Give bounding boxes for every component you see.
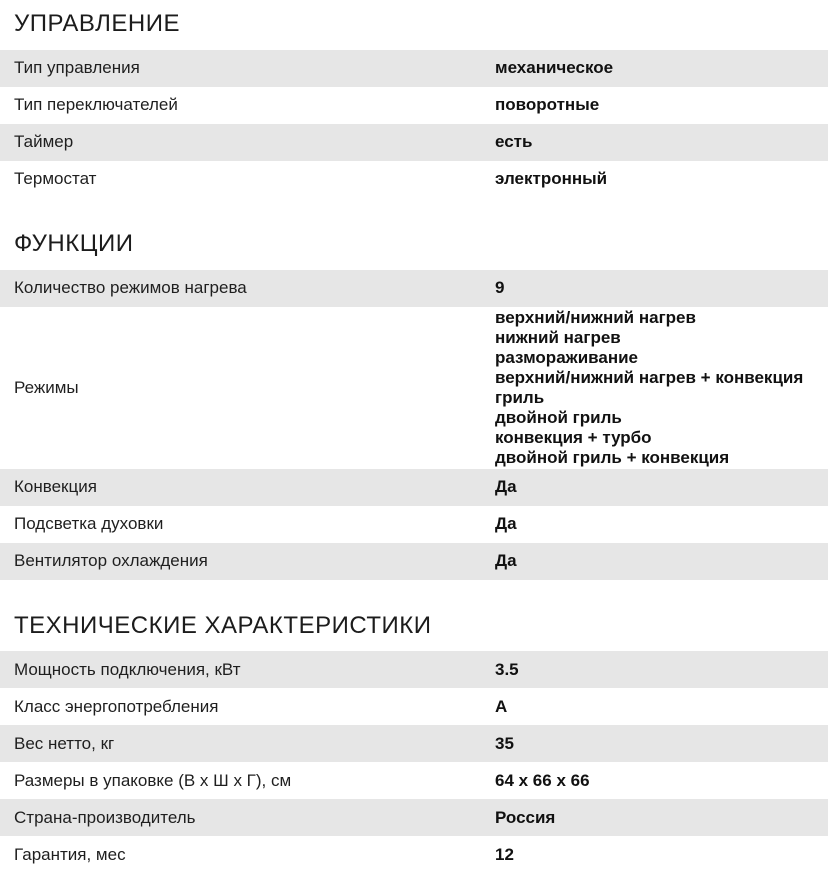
- section-title: ТЕХНИЧЕСКИЕ ХАРАКТЕРИСТИКИ: [14, 611, 432, 639]
- spec-label: Режимы: [14, 377, 79, 397]
- spec-value: есть: [495, 132, 533, 152]
- spec-row: [0, 469, 828, 506]
- spec-value-line: верхний/нижний нагрев + конвекция: [495, 367, 804, 387]
- spec-label: Страна-производитель: [14, 807, 196, 827]
- section-rows: [0, 270, 828, 580]
- spec-value-line: размораживание: [495, 347, 639, 367]
- spec-value: [495, 308, 828, 468]
- spec-section: [0, 10, 828, 198]
- section-title: УПРАВЛЕНИЕ: [14, 10, 180, 37]
- spec-row: [0, 307, 828, 469]
- spec-row: [0, 50, 828, 87]
- spec-value: 35: [495, 733, 514, 753]
- spec-value: Да: [495, 477, 517, 497]
- spec-value: А: [495, 696, 508, 716]
- spec-value-line: гриль: [495, 387, 545, 407]
- spec-label: Вес нетто, кг: [14, 733, 115, 753]
- spec-value-line: двойной гриль + конвекция: [495, 447, 730, 467]
- spec-value: 12: [495, 844, 514, 864]
- spec-row: [0, 506, 828, 543]
- spec-label: Таймер: [14, 132, 74, 152]
- spec-row: [0, 270, 828, 307]
- spec-label: Тип управления: [14, 58, 140, 78]
- spec-row: [0, 161, 828, 198]
- spec-label: Класс энергопотребления: [14, 696, 219, 716]
- spec-section: [0, 230, 828, 580]
- spec-value: 9: [495, 278, 505, 298]
- spec-row: [0, 688, 828, 725]
- spec-label: Количество режимов нагрева: [14, 278, 247, 298]
- spec-value: механическое: [495, 58, 614, 78]
- spec-row: [0, 543, 828, 580]
- spec-value: Да: [495, 514, 517, 534]
- spec-label: Мощность подключения, кВт: [14, 659, 241, 679]
- spec-row: [0, 725, 828, 762]
- spec-label: Гарантия, мес: [14, 844, 126, 864]
- spec-row: [0, 651, 828, 688]
- spec-value-line: двойной гриль: [495, 407, 622, 427]
- spec-row: [0, 87, 828, 124]
- spec-label: Конвекция: [14, 477, 97, 497]
- spec-row: [0, 124, 828, 161]
- section-title: ФУНКЦИИ: [14, 229, 134, 257]
- spec-value-line: верхний/нижний нагрев: [495, 307, 696, 327]
- spec-value: поворотные: [495, 95, 600, 115]
- spec-label: Размеры в упаковке (В х Ш х Г), см: [14, 770, 292, 790]
- spec-value: 3.5: [495, 659, 519, 679]
- spec-value: 64 x 66 x 66: [495, 770, 590, 790]
- spec-value-line: нижний нагрев: [495, 327, 621, 347]
- spec-row: [0, 836, 828, 873]
- section-rows: [0, 651, 828, 873]
- spec-section: [0, 612, 828, 873]
- spec-value-line: конвекция + турбо: [495, 427, 652, 447]
- spec-row: [0, 762, 828, 799]
- spec-label: Термостат: [14, 169, 97, 189]
- spec-value: Россия: [495, 807, 556, 827]
- spec-value: Да: [495, 551, 517, 571]
- spec-row: [0, 799, 828, 836]
- spec-label: Подсветка духовки: [14, 514, 164, 534]
- spec-label: Вентилятор охлаждения: [14, 551, 208, 571]
- specs-table: [0, 10, 828, 873]
- spec-value: электронный: [495, 169, 608, 189]
- spec-label: Тип переключателей: [14, 95, 178, 115]
- section-rows: [0, 50, 828, 198]
